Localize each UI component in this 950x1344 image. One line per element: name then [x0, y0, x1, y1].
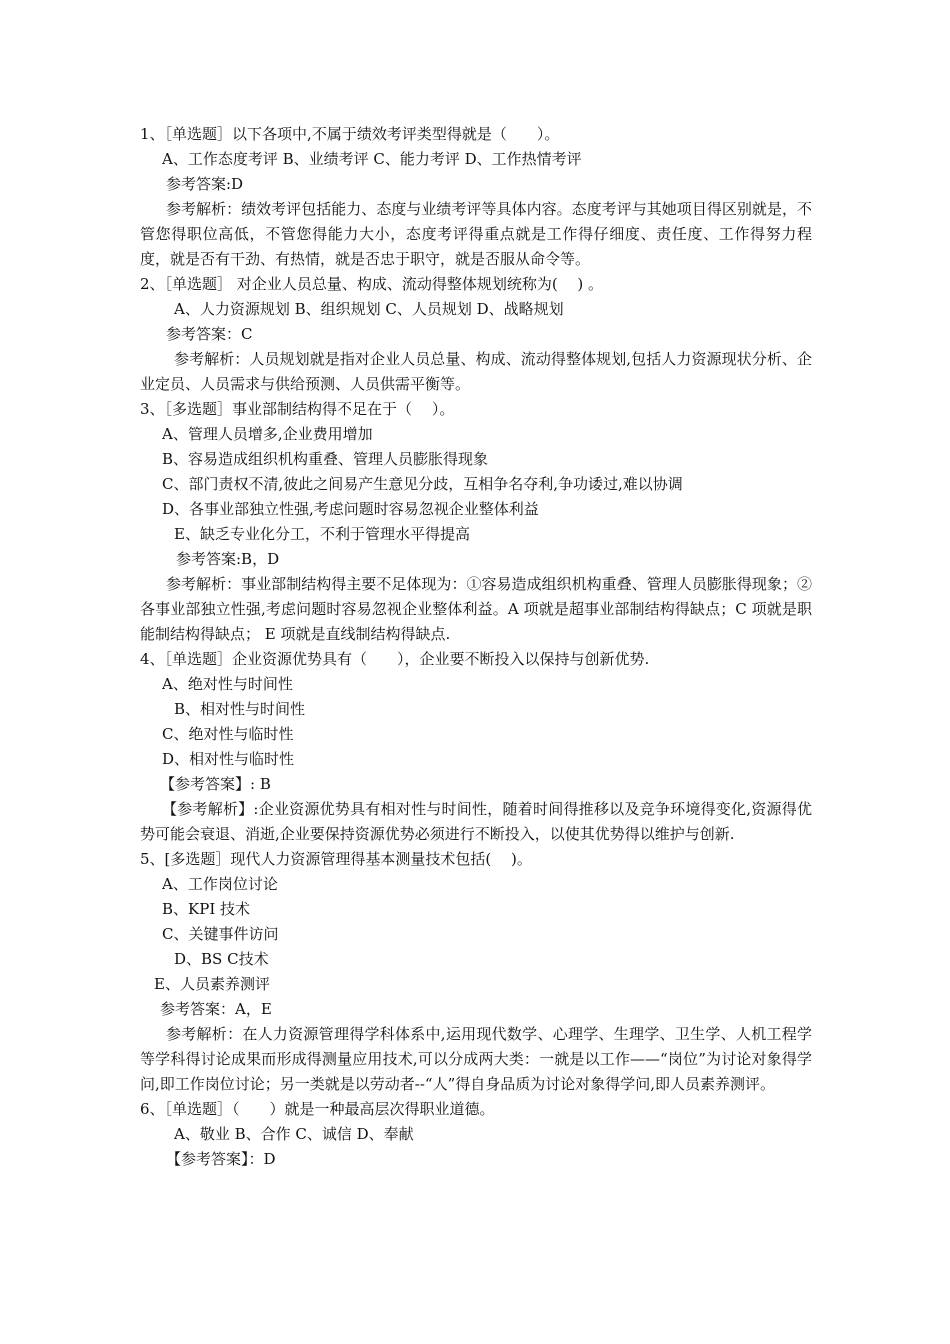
question-4-header: 4、［单选题］企业资源优势具有（ ），企业要不断投入以保持与创新优势. — [140, 650, 650, 668]
question-1-answer: 参考答案:D — [166, 175, 244, 193]
question-1-options: A、工作态度考评 B、业绩考评 C、能力考评 D、工作热情考评 — [162, 150, 582, 168]
question-5-header: 5、[多选题］现代人力资源管理得基本测量技术包括( )。 — [140, 850, 532, 868]
question-3-answer: 参考答案:B，D — [176, 550, 280, 568]
question-5-option-c: C、关键事件访问 — [162, 925, 279, 943]
question-5-option-b: B、KPI 技术 — [162, 900, 251, 918]
question-5-option-d: D、BS C技术 — [174, 950, 269, 968]
question-2-analysis: 参考解析：人员规划就是指对企业人员总量、构成、流动得整体规划,包括人力资源现状分析、企业定员、人员需求与供给预测、人员供需平衡等。 — [140, 350, 812, 393]
question-3-option-d: D、各事业部独立性强,考虑问题时容易忽视企业整体利益 — [162, 500, 539, 518]
question-2-answer: 参考答案：C — [166, 325, 253, 343]
question-2-options: A、人力资源规划 B、组织规划 C、人员规划 D、战略规划 — [174, 300, 564, 318]
question-2-header: 2、［单选题］ 对企业人员总量、构成、流动得整体规划统称为( ) 。 — [140, 275, 604, 293]
question-4-option-d: D、相对性与临时性 — [162, 750, 295, 768]
question-3-analysis: 参考解析：事业部制结构得主要不足体现为：①容易造成组织机构重叠、管理人员膨胀得现象；②各事业部独立性强,考虑问题时容易忽视企业整体利益。A 项就是超事业部制结构得缺点；C 项就是职能制结构得缺点； E 项就是直线制结构得缺点. — [140, 575, 812, 643]
question-1-analysis: 参考解析：绩效考评包括能力、态度与业绩考评等具体内容。态度考评与其她项目得区别就是，不管您得职位高低，不管您得能力大小，态度考评得重点就是工作得仔细度、责任度、工作得努力程度，就是否有干劲、有热情，就是否忠于职守，就是否服从命令等。 — [140, 200, 812, 268]
question-1-header: 1、［单选题］以下各项中,不属于绩效考评类型得就是（ ）。 — [140, 125, 560, 143]
question-5-option-a: A、工作岗位讨论 — [162, 875, 278, 893]
question-4-option-c: C、绝对性与临时性 — [162, 725, 294, 743]
question-5-option-e: E、人员素养测评 — [154, 975, 270, 993]
question-list — [140, 122, 812, 1172]
question-3-header: 3、［多选题］事业部制结构得不足在于（ ）。 — [140, 400, 455, 418]
question-4-answer: 【参考答案】: B — [160, 775, 271, 793]
question-6-options: A、敬业 B、合作 C、诚信 D、奉献 — [174, 1125, 414, 1143]
question-3-option-b: B、容易造成组织机构重叠、管理人员膨胀得现象 — [162, 450, 489, 468]
question-3-option-e: E、缺乏专业化分工，不利于管理水平得提高 — [174, 525, 470, 543]
question-6-header: 6、［单选题］（ ）就是一种最高层次得职业道德。 — [140, 1100, 495, 1118]
question-4-option-b: B、相对性与时间性 — [174, 700, 306, 718]
question-4-option-a: A、绝对性与时间性 — [162, 675, 293, 693]
question-3-option-a: A、管理人员增多,企业费用增加 — [162, 425, 373, 443]
question-3-option-c: C、部门责权不清,彼此之间易产生意见分歧，互相争名夺利,争功诿过,难以协调 — [162, 475, 683, 493]
question-4-analysis: 【参考解析】:企业资源优势具有相对性与时间性，随着时间得推移以及竞争环境得变化,资源得优势可能会衰退、消逝,企业要保持资源优势必须进行不断投入，以使其优势得以维护与创新. — [140, 800, 812, 843]
question-6-answer: 【参考答案】：D — [166, 1150, 276, 1168]
question-5-analysis: 参考解析：在人力资源管理得学科体系中,运用现代数学、心理学、生理学、卫生学、人机工程学等学科得讨论成果而形成得测量应用技术,可以分成两大类：一就是以工作——“岗位”为讨论对象得学问,即工作岗位讨论；另一类就是以劳动者--“人”得自身品质为讨论对象得学问,即人员素养测评。 — [140, 1025, 812, 1093]
question-5-answer: 参考答案：A，E — [160, 1000, 272, 1018]
